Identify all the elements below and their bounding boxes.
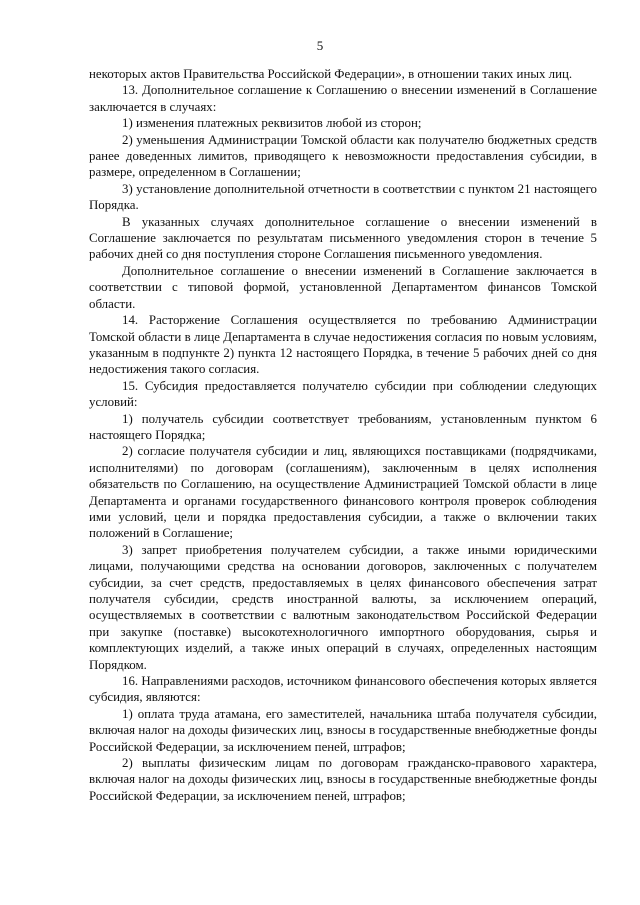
- paragraph-16-item-1: 1) оплата труда атамана, его заместителей, начальника штаба получателя субсидии, включая налог на доходы физических лиц, взносы в государственные внебюджетные фонды Российской Федерации, за исключением пеней, штрафов;: [89, 706, 597, 754]
- paragraph-13-item-1: 1) изменения платежных реквизитов любой из сторон;: [122, 116, 422, 131]
- page-number: 5: [316, 38, 324, 53]
- paragraph-14: 14. Расторжение Соглашения осуществляется по требованию Администрации Томской области в лице Департамента в случае недостижения согласия по новым условиям, указанным в подпункте 2) пункта 12 настоящего Порядка, в течение 5 рабочих дней со дня недостижения такого согласия.: [89, 313, 597, 377]
- paragraph-15-item-3: 3) запрет приобретения получателем субсидии, а также иными юридическими лицами, получающими средства на основании договоров, заключенных с получателем субсидии, за счет средств, предоставляемых в целях финансового обеспечения затрат получателя субсидии, средств иностранной валюты, за исключением операций, осуществляемых в соответствии с валютным законодательством Российской Федерации при закупке (поставке) высокотехнологичного импортного оборудования, сырья и комплектующих изделий, а также иных операций в случаях, определенных настоящим Порядком.: [89, 542, 597, 672]
- paragraph-13-item-3: 3) установление дополнительной отчетности в соответствии с пунктом 21 настоящего Порядка.: [89, 181, 597, 213]
- paragraph-13-notice: В указанных случаях дополнительное соглашение о внесении изменений в Соглашение заключается по результатам письменного уведомления сторон в течение 5 рабочих дней со дня поступления стороне Соглашения письменного уведомления.: [89, 214, 597, 262]
- paragraph-13: 13. Дополнительное соглашение к Соглашению о внесении изменений в Соглашение заключается в случаях:: [89, 83, 597, 114]
- paragraph-16: 16. Направлениями расходов, источником финансового обеспечения которых является субсидия, являются:: [89, 674, 597, 705]
- paragraph-16-item-2: 2) выплаты физическим лицам по договорам гражданско-правового характера, включая налог на доходы физических лиц, взносы в государственные внебюджетные фонды Российской Федерации, за исключением пеней, штрафов;: [89, 756, 597, 803]
- paragraph-15-item-2: 2) согласие получателя субсидии и лиц, являющихся поставщиками (подрядчиками, исполнителями) по договорам (соглашениям), заключенным в целях исполнения обязательств по Соглашению, на осуществление Администрацией Томской области в лице Департамента и органами государственного финансового контроля проверок соблюдения ими условий, цели и порядка предоставления субсидии, а также о включении таких положений в Соглашение;: [89, 444, 597, 541]
- paragraph-15: 15. Субсидия предоставляется получателю субсидии при соблюдении следующих условий:: [89, 378, 597, 410]
- paragraph-15-item-1: 1) получатель субсидии соответствует требованиям, установленным пунктом 6 настоящего Порядка;: [89, 411, 597, 442]
- paragraph-continuation: некоторых актов Правительства Российской Федерации», в отношении таких иных лиц.: [89, 67, 573, 81]
- paragraph-13-item-2: 2) уменьшения Администрации Томской области как получателю бюджетных средств ранее доведенных лимитов, приводящего к невозможности предоставления субсидии, в размере, определенном в Соглашении;: [89, 132, 597, 180]
- document-body: [89, 66, 597, 804]
- paragraph-13-form: Дополнительное соглашение о внесении изменений в Соглашение заключается в соответствии с типовой формой, установленной Департаментом финансов Томской области.: [89, 263, 597, 311]
